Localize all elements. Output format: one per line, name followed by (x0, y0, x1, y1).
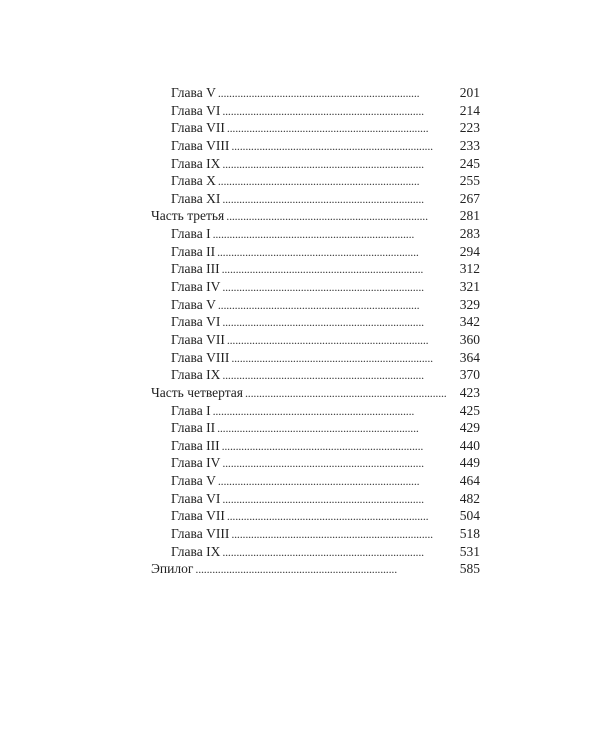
toc-entry[interactable] (151, 296, 480, 314)
toc-entry[interactable] (151, 437, 480, 455)
toc-page-number: 283 (459, 226, 480, 242)
toc-page-number: 370 (459, 367, 480, 383)
toc-part-label: Часть третья (151, 208, 225, 224)
toc-entry-label: Глава VI (171, 314, 221, 330)
toc-entry-label: Глава III (171, 261, 220, 277)
toc-page-number: 423 (459, 384, 480, 400)
dot-leader (227, 120, 459, 138)
toc-page-number: 342 (459, 314, 480, 330)
toc-entry-label: Глава IV (171, 455, 221, 471)
toc-page-number: 294 (459, 243, 480, 259)
dot-leader (222, 544, 458, 562)
toc-entry-label: Глава IX (171, 543, 221, 559)
dot-leader (227, 332, 459, 350)
toc-page-number: 321 (459, 279, 480, 295)
dot-leader (222, 103, 458, 121)
toc-entry[interactable] (151, 331, 480, 349)
toc-entry[interactable] (151, 490, 480, 508)
toc-page-number: 364 (459, 349, 480, 365)
toc-entry[interactable] (151, 260, 480, 278)
toc-page-number: 281 (459, 208, 480, 224)
toc-entry[interactable] (151, 454, 480, 472)
toc-page-number: 267 (459, 190, 480, 206)
toc-entry-label: Глава VI (171, 490, 221, 506)
toc-entry[interactable] (151, 278, 480, 296)
toc-entry[interactable] (151, 472, 480, 490)
dot-leader (222, 438, 459, 456)
toc-entry-label: Глава VI (171, 102, 221, 118)
toc-page-number: 312 (459, 261, 480, 277)
toc-page-number: 518 (459, 526, 480, 542)
toc-entry[interactable] (151, 419, 480, 437)
dot-leader (231, 350, 458, 368)
dot-leader (227, 508, 459, 526)
toc-page-number: 425 (459, 402, 480, 418)
toc-entry-label: Глава III (171, 437, 220, 453)
dot-leader (218, 85, 459, 103)
toc-page-number: 214 (459, 102, 480, 118)
toc-page-number: 329 (459, 296, 480, 312)
toc-part-label: Эпилог (151, 561, 194, 577)
dot-leader (226, 208, 458, 226)
dot-leader (222, 261, 459, 279)
toc-entry[interactable] (151, 525, 480, 543)
toc-entry-label: Глава VIII (171, 137, 230, 153)
dot-leader (218, 473, 459, 491)
dot-leader (213, 226, 459, 244)
toc-entry-label: Глава IX (171, 155, 221, 171)
dot-leader (222, 279, 458, 297)
toc-page-number: 360 (459, 331, 480, 347)
toc-entry-label: Глава VII (171, 508, 225, 524)
dot-leader (222, 191, 458, 209)
toc-entry-label: Глава I (171, 402, 211, 418)
toc-entry[interactable] (151, 507, 480, 525)
toc-entry-label: Глава II (171, 243, 216, 259)
toc-page-number: 245 (459, 155, 480, 171)
toc-page-number: 449 (459, 455, 480, 471)
dot-leader (213, 403, 459, 421)
toc-entry[interactable] (151, 137, 480, 155)
toc-entry-label: Глава II (171, 420, 216, 436)
toc-entry-label: Глава I (171, 226, 211, 242)
toc-page-number: 201 (459, 85, 480, 100)
dot-leader (195, 561, 458, 579)
dot-leader (231, 138, 458, 156)
toc-page-number: 482 (459, 490, 480, 506)
dot-leader (222, 491, 458, 509)
toc-page-number: 464 (459, 473, 480, 489)
toc-entry-label: Глава IV (171, 279, 221, 295)
toc-entry-label: Глава VII (171, 120, 225, 136)
toc-part-entry[interactable] (151, 207, 480, 225)
toc-entry[interactable] (151, 225, 480, 243)
toc-entry[interactable] (151, 102, 480, 120)
toc-entry-label: Глава X (171, 173, 216, 189)
toc-entry[interactable] (151, 243, 480, 261)
toc-entry-label: Глава VIII (171, 349, 230, 365)
dot-leader (217, 244, 459, 262)
toc-entry-label: Глава VIII (171, 526, 230, 542)
toc-page-number: 223 (459, 120, 480, 136)
toc-page-number: 233 (459, 137, 480, 153)
toc-page-number: 504 (459, 508, 480, 524)
toc-entry-label: Глава XI (171, 190, 221, 206)
toc-page-number: 429 (459, 420, 480, 436)
dot-leader (217, 420, 459, 438)
toc-entry[interactable] (151, 349, 480, 367)
dot-leader (222, 367, 458, 385)
toc-entry-label: Глава V (171, 296, 216, 312)
dot-leader (222, 156, 458, 174)
toc-part-entry[interactable] (151, 384, 480, 402)
toc-page-number: 585 (459, 561, 480, 577)
toc-entry[interactable] (151, 402, 480, 420)
toc-page-number: 255 (459, 173, 480, 189)
toc-entry[interactable] (151, 366, 480, 384)
dot-leader (222, 455, 458, 473)
toc-entry[interactable] (151, 119, 480, 137)
table-of-contents (151, 84, 480, 578)
dot-leader (245, 385, 459, 403)
toc-page-number: 531 (459, 543, 480, 559)
toc-entry-label: Глава V (171, 85, 216, 100)
toc-entry[interactable] (151, 190, 480, 208)
dot-leader (218, 297, 459, 315)
toc-entry-label: Глава IX (171, 367, 221, 383)
toc-entry[interactable] (151, 155, 480, 173)
toc-page-number: 440 (459, 437, 480, 453)
toc-entry-label: Глава VII (171, 331, 225, 347)
toc-entry[interactable] (151, 313, 480, 331)
toc-entry[interactable] (151, 543, 480, 561)
dot-leader (218, 173, 459, 191)
toc-entry[interactable] (151, 84, 480, 102)
toc-entry-label: Глава V (171, 473, 216, 489)
toc-epilogue-entry[interactable] (151, 560, 480, 578)
dot-leader (231, 526, 458, 544)
toc-part-label: Часть четвертая (151, 384, 243, 400)
toc-entry[interactable] (151, 172, 480, 190)
dot-leader (222, 314, 458, 332)
